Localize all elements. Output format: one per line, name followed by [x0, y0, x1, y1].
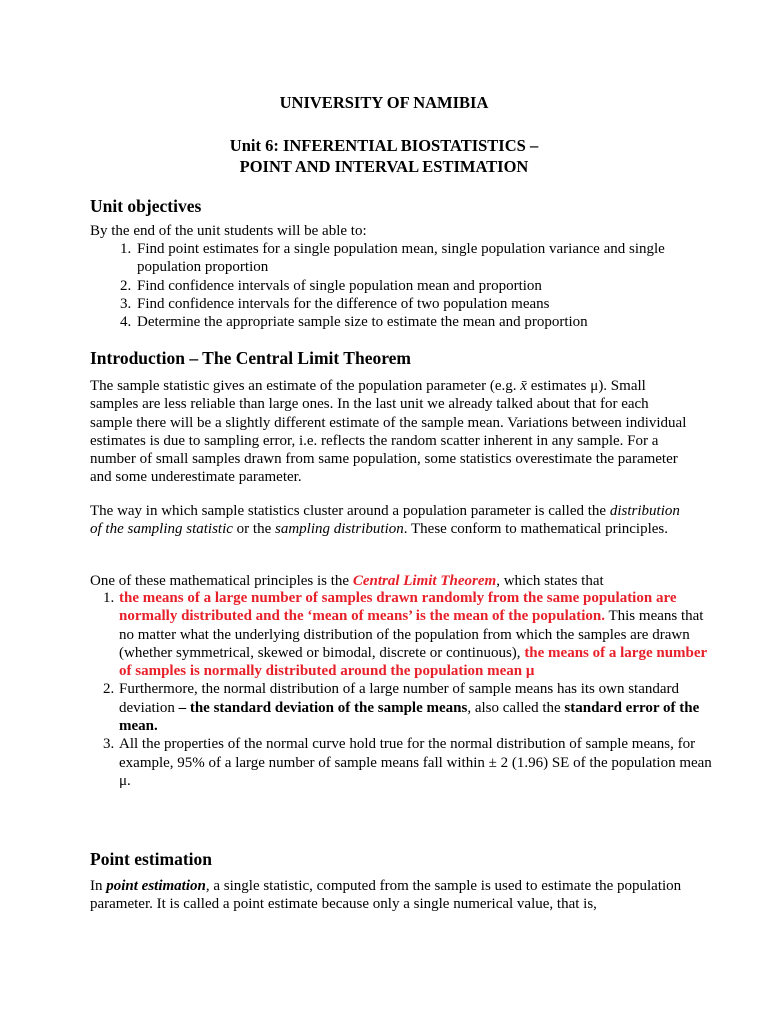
xbar-symbol: x̄	[520, 378, 527, 394]
clt-item-3: 3. All the properties of the normal curve hold true for the normal distribution of sample means, for example, 95% of a large number of sample means fall within ± 2 (1.96) SE of the population mean μ.	[118, 735, 718, 790]
objectives-intro: By the end of the unit students will be able to:	[90, 223, 367, 239]
objective-item: 1. Find point estimates for a single population mean, single population variance and single population proportion	[135, 240, 725, 277]
objectives-list	[90, 240, 725, 331]
intro-paragraph-2: The way in which sample statistics cluster around a population parameter is called the distribution of the sampling statistic or the sampling distribution. These conform to mathematical principles.	[90, 503, 680, 538]
clt-item-2: 2. Furthermore, the normal distribution of a large number of sample means has its own standard deviation – the standard deviation of the sample means, also called the standard error of the mean.	[118, 680, 718, 735]
university-title: UNIVERSITY OF NAMIBIA	[279, 93, 489, 112]
unit-title-line2: POINT AND INTERVAL ESTIMATION	[239, 157, 529, 176]
objectives-heading: Unit objectives	[90, 196, 202, 216]
objective-item: 2. Find confidence intervals of single population mean and proportion	[135, 277, 725, 295]
objective-item: 3. Find confidence intervals for the difference of two population means	[135, 295, 725, 313]
unit-title-line1: Unit 6: INFERENTIAL BIOSTATISTICS –	[229, 136, 539, 155]
introduction-heading: Introduction – The Central Limit Theorem	[90, 348, 412, 368]
clt-list	[90, 589, 718, 790]
point-estimation-heading: Point estimation	[90, 849, 213, 869]
point-estimation-paragraph: In point estimation, a single statistic, computed from the sample is used to estimate the population parameter. It is called a point estimate because only a single numerical value, that is,	[90, 878, 682, 913]
clt-item-1: 1. the means of a large number of samples drawn randomly from the same population are normally distributed and the ‘mean of means’ is the mean of the population. This means that no matter what the underlying distribution of the population from which the samples are drawn (whether symmetrical, skewed or bimodal, discrete or continuous), the means of a large number of samples is normally distributed around the population mean μ	[118, 589, 718, 680]
objective-item: 4. Determine the appropriate sample size to estimate the mean and proportion	[135, 313, 725, 331]
clt-term: Central Limit Theorem	[352, 573, 497, 589]
intro-paragraph-1: The sample statistic gives an estimate of the population parameter (e.g. x̄ estimates μ). Small samples are less reliable than large ones. In the last unit we already talked about that for each sample there will be a slightly different estimate of the sample mean. Variations between individual estimates is due to sampling error, i.e. reflects the random scatter inherent in any sample. For a number of small samples drawn from same population, some statistics overestimate the parameter and some underestimate parameter.	[90, 378, 687, 486]
intro-paragraph-3: One of these mathematical principles is the Central Limit Theorem, which states that	[90, 573, 604, 589]
